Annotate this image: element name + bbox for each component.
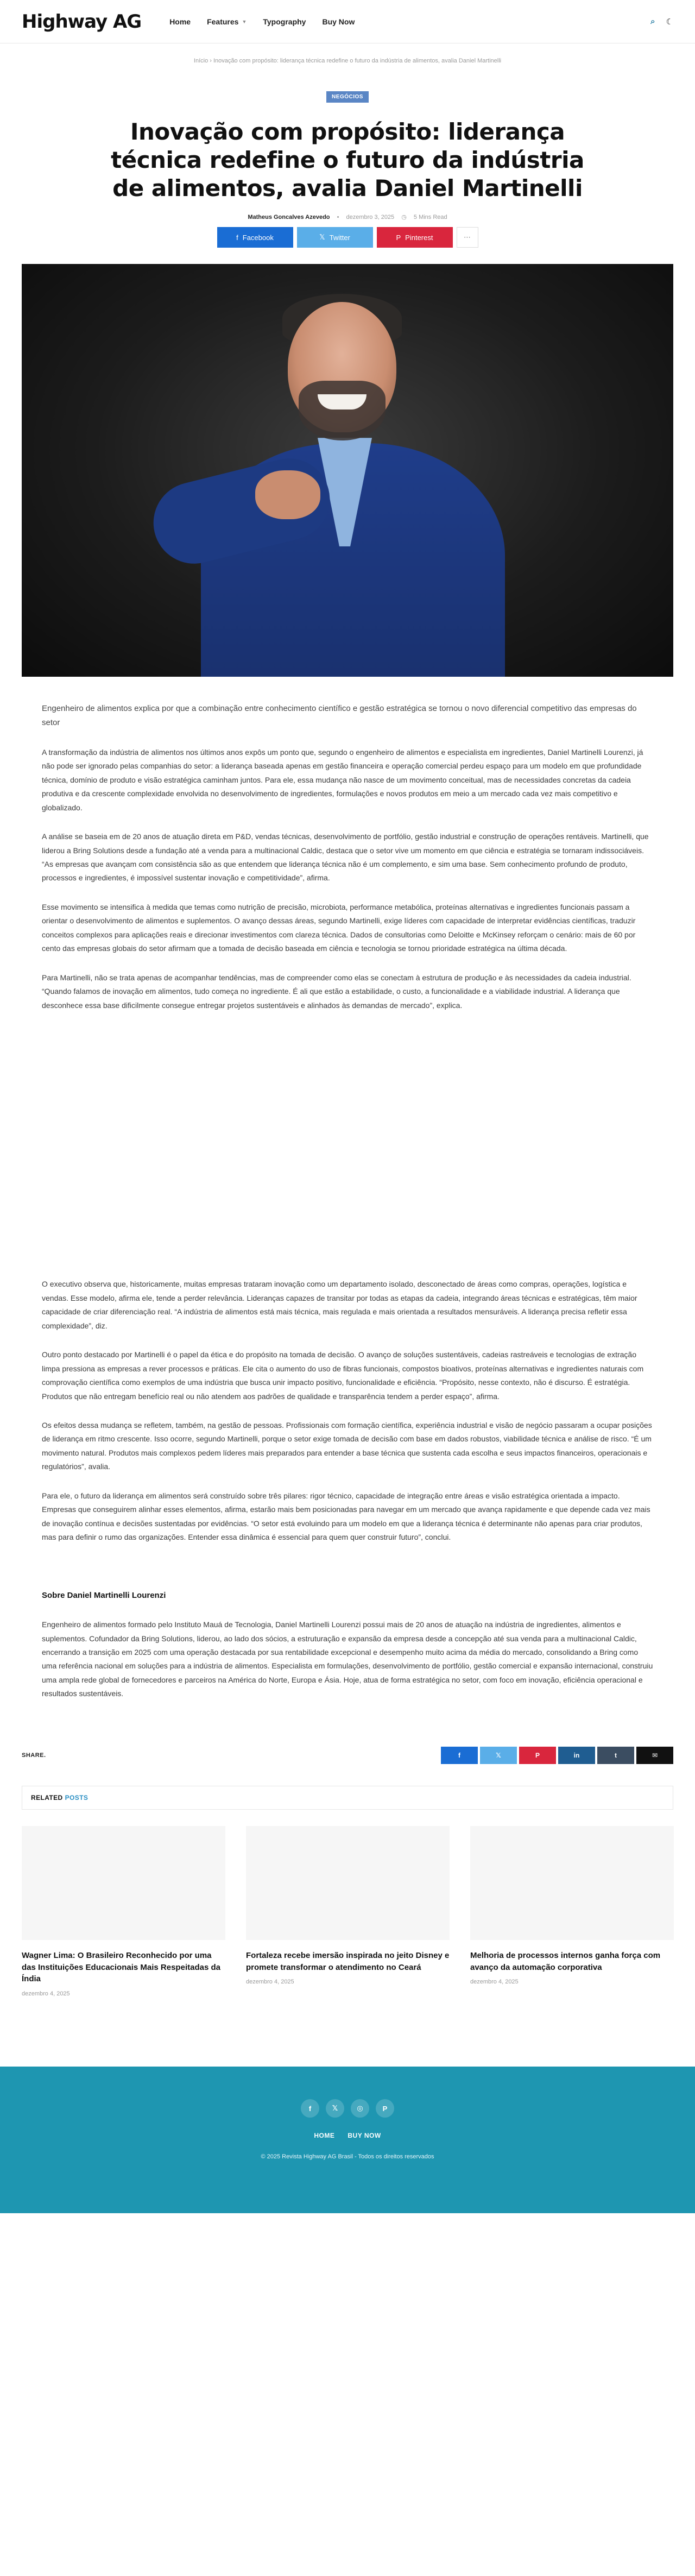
facebook-icon[interactable]: f — [301, 2099, 319, 2118]
hero-person-hand — [255, 470, 320, 519]
post-footer — [22, 1747, 673, 1997]
read-time: 5 Mins Read — [413, 214, 447, 221]
pinterest-icon: P — [396, 233, 401, 242]
copyright: © 2025 Revista Highway AG Brasil - Todos os direitos reservados — [261, 2153, 434, 2161]
related-post-date: dezembro 4, 2025 — [246, 1979, 294, 1986]
site-footer — [0, 2067, 695, 2213]
paragraph: A análise se baseia em de 20 anos de atuação direta em P&D, vendas técnicas, desenvolvimento de portfólio, gestão industrial e construção de operações rentáveis. Martinelli, que liderou a Bring Solutions desde a fundação até a venda para a multinacional Caldic, destaca que o setor vive um momento em que ciência e estratégia se tornaram indissociáveis. “As empresas que avançam com consistência são as que entendem que liderança técnica não é um complemento, e sim uma base. Sem conhecimento profundo de produto, processos e ingredientes, é impossível sustentar inovação e competitividade”, afirma. — [42, 832, 649, 883]
related-post-thumbnail[interactable] — [22, 1826, 225, 1940]
site-header — [0, 0, 695, 43]
nav-item-home[interactable]: Home — [169, 17, 191, 26]
related-post-card[interactable] — [22, 1826, 225, 1997]
paragraph: Os efeitos dessa mudança se refletem, também, na gestão de pessoas. Profissionais com formação científica, experiência industrial e visão de negócio passaram a ocupar posições de liderança em ritmo crescente. Isso ocorre, segundo Martinelli, porque o setor exige tomada de decisão com base em dados robustos, viabilidade técnica e análise de risco. “É um movimento natural. Produtos mais complexos pedem líderes mais preparados para entender a base técnica que sustenta cada escolha e seus impactos financeiros, operacionais e regulatórios”, avalia. — [42, 1420, 652, 1471]
twitter-icon: 𝕏 — [319, 233, 325, 242]
paragraph: A transformação da indústria de alimentos nos últimos anos expôs um ponto que, segundo o engenheiro de alimentos e especialista em ingredientes, Daniel Martinelli Lourenzi, já não pode ser ignorado pelas companhias do setor: a liderança baseada apenas em gestão financeira e operação comercial perdeu espaço para um modelo em que profundidade técnica, domínio de produto e visão estratégica caminham juntos. Para ele, essa mudança não nasce de um movimento conceitual, mas de necessidades concretas da cadeia produtiva e da crescente complexidade envolvida no desenvolvimento de ingredientes, formulações e novos produtos em meio a um mercado cada vez mais competitivo e globalizado. — [42, 747, 643, 812]
article-lead: Engenheiro de alimentos explica por que a combinação entre conhecimento científico e gestão estratégica se tornou o novo diferencial competitivo das empresas do setor — [42, 704, 637, 728]
ad-space — [42, 1012, 653, 1262]
chevron-down-icon: ▼ — [242, 18, 247, 24]
share-linkedin-button[interactable]: in — [558, 1747, 595, 1764]
share-twitter-button[interactable]: 𝕏 Twitter — [297, 227, 373, 248]
share-pinterest-button[interactable]: P Pinterest — [377, 227, 453, 248]
related-post-title[interactable]: Wagner Lima: O Brasileiro Reconhecido por uma das Instituições Educacionais Mais Respeitadas da Índia — [22, 1950, 220, 1984]
share-twitter-button[interactable]: 𝕏 — [480, 1747, 517, 1764]
related-posts — [22, 1826, 673, 1997]
share-bar-bottom — [22, 1747, 673, 1764]
paragraph: Outro ponto destacado por Martinelli é o papel da ética e do propósito na tomada de decisão. O avanço de soluções sustentáveis, cadeias rastreáveis e tecnologias de extração limpa pressiona as empresas a rever processos e práticas. Ele cita o aumento do uso de fibras funcionais, compostos bioativos, proteínas alternativas e ingredientes naturais com comprovação científica como exemplos de uma indústria que busca unir impacto positivo, funcionalidade e eficiência. “Propósito, nesse contexto, não é discurso. É estratégia. Produtos que não entregam benefício real ou não atendem aos padrões de qualidade e transparência tendem a perder espaço”, afirma. — [42, 1350, 644, 1401]
footer-nav-buy-now[interactable]: BUY NOW — [348, 2132, 381, 2140]
search-icon[interactable]: ⌕ — [650, 16, 655, 26]
footer-social-icons — [0, 2099, 695, 2118]
paragraph: O executivo observa que, historicamente, muitas empresas trataram inovação como um departamento isolado, desconectado de áreas como compras, operações, logística e vendas. Esse modelo, afirma ele, tende a perder relevância. Lideranças capazes de transitar por todas as etapas da cadeia, integrando áreas técnicas e estratégicas, têm maior capacidade de criar diferenciação real. “A indústria de alimentos está mais técnica, mais regulada e mais orientada a resultados mensuráveis. A liderança precisa refletir essa complexidade”, diz. — [42, 1280, 637, 1330]
article-meta — [22, 213, 673, 221]
meta-separator: • — [337, 214, 339, 221]
share-buttons-bottom — [441, 1747, 673, 1764]
about-text: Engenheiro de alimentos formado pelo Instituto Mauá de Tecnologia, Daniel Martinelli Lourenzi possui mais de 20 anos de atuação na indústria de ingredientes, alimentos e suplementos. Cofundador da Bring Solutions, liderou, ao lado dos sócios, a estruturação e expansão da empresa desde a concepção até sua venda para a multinacional Caldic, encerrando a transição em 2025 com uma operação destacada por sua rentabilidade excepcional e desempenho muito acima da média do mercado, consolidando a Bring como uma referência nacional em soluções para a indústria de alimentos. Especialista em formulações, desenvolvimento de portfólio, gestão comercial e expansão internacional, construiu uma ampla rede global de fornecedores e parceiros na América do Norte, Europa e Ásia. Hoje, atua de forma estratégica no setor, com foco em inovação, eficiência operacional e resultados sustentáveis. — [42, 1620, 653, 1698]
article-date: dezembro 3, 2025 — [346, 214, 395, 221]
related-posts-heading: RELATED POSTS — [22, 1786, 673, 1810]
clock-icon: ◷ — [401, 214, 407, 221]
footer-nav — [0, 2132, 695, 2139]
related-post-title[interactable]: Fortaleza recebe imersão inspirada no jeito Disney e promete transformar o atendimento no Ceará — [246, 1950, 450, 1972]
related-post-date: dezembro 4, 2025 — [470, 1979, 519, 1986]
article-title: Inovação com propósito: liderança técnica redefine o futuro da indústria de alimentos, avalia Daniel Martinelli — [111, 118, 584, 202]
breadcrumb: Início › Inovação com propósito: liderança técnica redefine o futuro da indústria de alimentos, avalia Daniel Martinelli — [193, 58, 502, 64]
article — [22, 91, 673, 248]
share-label: SHARE. — [22, 1752, 46, 1759]
related-post-date: dezembro 4, 2025 — [22, 1991, 70, 1998]
footer-nav-home[interactable]: HOME — [314, 2132, 335, 2140]
share-buttons-top — [22, 227, 673, 248]
author-link[interactable]: Matheus Goncalves Azevedo — [248, 214, 330, 221]
header-icons — [650, 17, 673, 27]
related-post-card[interactable] — [470, 1826, 674, 1997]
paragraph: Esse movimento se intensifica à medida que temas como nutrição de precisão, microbiota, performance metabólica, proteínas alternativas e ingredientes funcionais passam a orientar o desenvolvimento de alimentos e suplementos. O avanço dessas áreas, segundo Martinelli, exige líderes com capacidade de interpretar evidências científicas, traduzir conceitos complexos para aplicações reais e direcionar investimentos com clareza técnica. Dados de consultorias como Deloitte e McKinsey reforçam o cenário: mais de 60 por cento das empresas globais do setor afirmam que a tomada de decisão baseada em ciência e tecnologia se tornou prioridade estratégica na última década. — [42, 902, 636, 953]
paragraph: Para Martinelli, não se trata apenas de acompanhar tendências, mas de compreender como elas se conectam à estrutura de produção e às necessidades da cadeia industrial. “Quando falamos de inovação em alimentos, tudo começa no ingrediente. É ali que estão a estabilidade, o custo, a funcionalidade e a viabilidade industrial. A liderança que desconhece essa base dificilmente consegue entregar projetos sustentáveis e alinhados às demandas de mercado”, explica. — [42, 973, 631, 1010]
dark-mode-icon[interactable]: ☾ — [666, 17, 673, 27]
facebook-icon: f — [236, 233, 238, 242]
nav-item-features[interactable]: Features ▼ — [207, 17, 247, 26]
about-heading: Sobre Daniel Martinelli Lourenzi — [42, 1590, 166, 1600]
site-logo[interactable]: Highway AG — [22, 10, 142, 33]
twitter-icon[interactable]: 𝕏 — [326, 2099, 344, 2118]
related-post-title[interactable]: Melhoria de processos internos ganha força com avanço da automação corporativa — [470, 1950, 661, 1972]
share-facebook-button[interactable]: f — [441, 1747, 478, 1764]
pinterest-icon[interactable]: P — [376, 2099, 394, 2118]
more-icon: ⋯ — [464, 233, 471, 242]
share-facebook-button[interactable]: f Facebook — [217, 227, 293, 248]
share-tumblr-button[interactable]: t — [597, 1747, 634, 1764]
share-pinterest-button[interactable]: P — [519, 1747, 556, 1764]
hero-person-beard — [299, 381, 386, 440]
instagram-icon[interactable]: ◎ — [351, 2099, 369, 2118]
nav-item-typography[interactable]: Typography — [263, 17, 306, 26]
category-badge[interactable]: NEGÓCIOS — [326, 91, 369, 103]
related-post-card[interactable] — [246, 1826, 450, 1997]
main-nav — [169, 17, 355, 26]
paragraph: Para ele, o futuro da liderança em alimentos será construído sobre três pilares: rigor técnico, capacidade de integração entre áreas e visão estratégica orientada a impacto. Empresas que conseguirem alinhar esses elementos, afirma, estarão mais bem posicionadas para navegar em um mercado que avança rapidamente e que depende cada vez mais de inovação contínua e decisões sustentadas por evidências. “O setor está evoluindo para um modelo em que a liderança técnica é determinante não apenas para criar produtos, mas para definir o rumo das organizações. Entender essa dinâmica é essencial para quem quer construir futuro”, conclui. — [42, 1491, 650, 1542]
hero-image — [22, 264, 673, 677]
related-post-thumbnail[interactable] — [246, 1826, 450, 1940]
share-email-button[interactable]: ✉ — [636, 1747, 673, 1764]
share-more-button[interactable] — [457, 227, 478, 248]
nav-item-buy-now[interactable]: Buy Now — [322, 17, 355, 26]
related-post-thumbnail[interactable] — [470, 1826, 674, 1940]
article-body — [42, 746, 653, 1701]
